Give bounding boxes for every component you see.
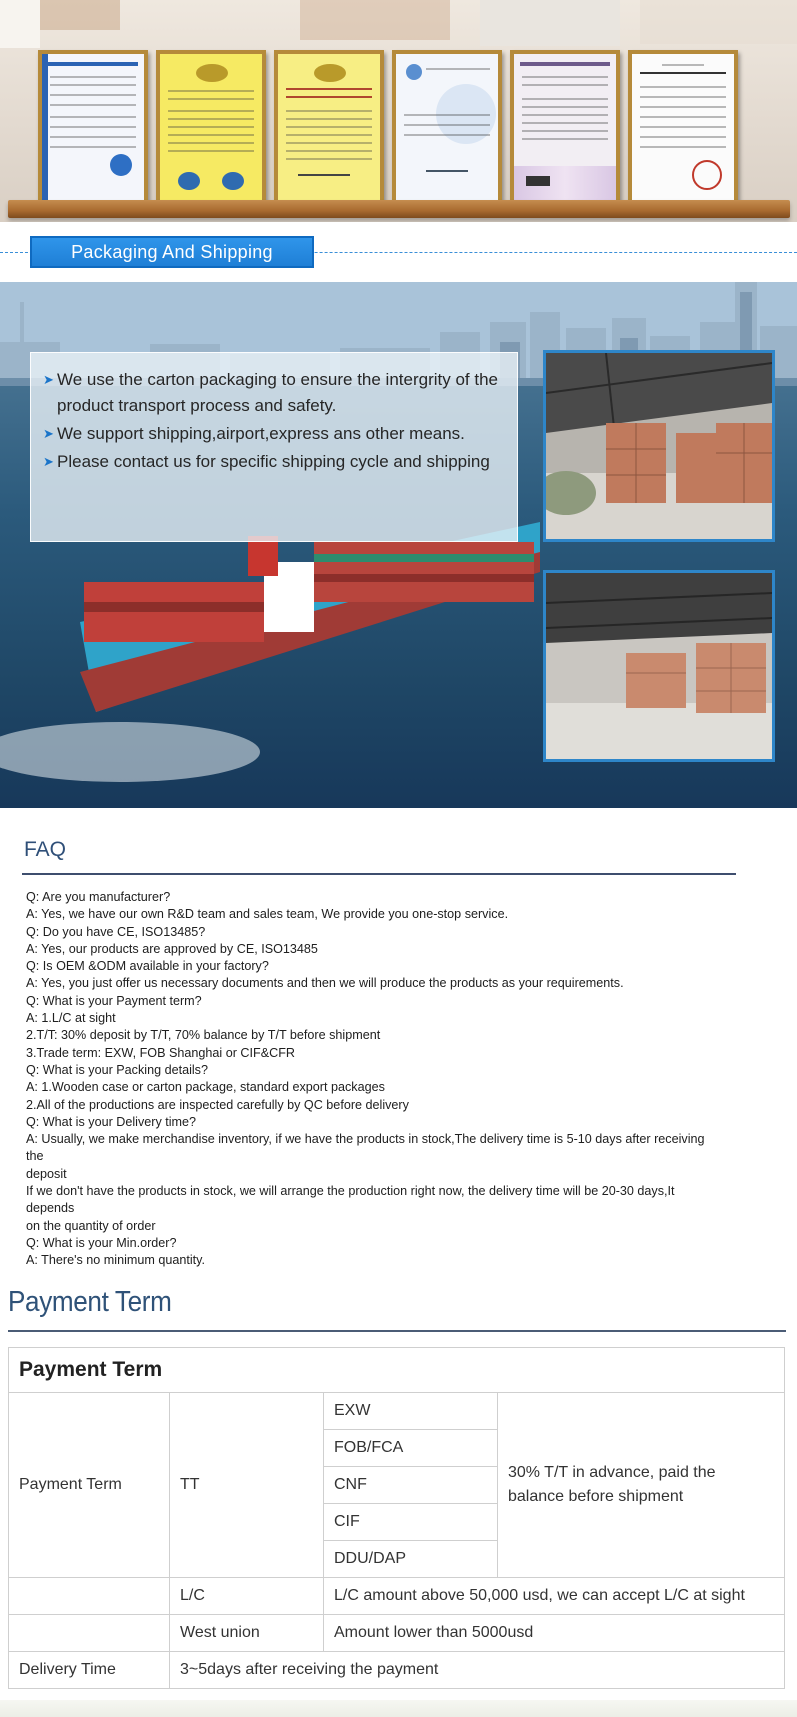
certificate-ce-image xyxy=(38,50,148,204)
trade-term-cell: DDU/DAP xyxy=(324,1541,498,1578)
warehouse-photo-1 xyxy=(543,350,775,542)
faq-line: A: Yes, we have our own R&D team and sales team, We provide you one-stop service. xyxy=(26,907,509,922)
payment-term-label: Payment Term xyxy=(9,1393,170,1578)
tt-note: 30% T/T in advance, paid the balance before shipment xyxy=(498,1393,785,1578)
certificate-register-image xyxy=(392,50,502,204)
faq-line: on the quantity of order xyxy=(26,1218,156,1233)
payment-table-title: Payment Term xyxy=(9,1348,785,1393)
trade-term-cell: CIF xyxy=(324,1504,498,1541)
west-union-label: West union xyxy=(170,1615,324,1652)
empty-cell xyxy=(9,1578,170,1615)
shipping-bullet-text: We use the carton packaging to ensure the intergrity of the product transport process and safety. xyxy=(57,370,499,415)
faq-line: Q: What is your Payment term? xyxy=(26,993,202,1008)
lc-label: L/C xyxy=(170,1578,324,1615)
trade-term-cell: FOB/FCA xyxy=(324,1430,498,1467)
faq-line: A: There's no minimum quantity. xyxy=(26,1253,206,1268)
certificate-chinese-image xyxy=(628,50,738,204)
shipping-bullet-text: Please contact us for specific shipping cycle and shipping xyxy=(57,452,490,471)
delivery-time-label: Delivery Time xyxy=(9,1652,170,1689)
section-tab-packaging: Packaging And Shipping xyxy=(30,236,314,268)
trade-term-cell: CNF xyxy=(324,1467,498,1504)
west-union-value: Amount lower than 5000usd xyxy=(324,1615,785,1652)
faq-line: 2.T/T: 30% deposit by T/T, 70% balance by T/T before shipment xyxy=(26,1028,381,1043)
arrow-right-icon: ➤ xyxy=(43,372,54,387)
payment-heading: Payment Term xyxy=(8,1286,172,1318)
trade-term-cell: EXW xyxy=(324,1393,498,1430)
faq-line: Q: What is your Delivery time? xyxy=(26,1114,197,1129)
footer-strip xyxy=(0,1700,797,1717)
payment-table xyxy=(8,1347,785,1689)
faq-list xyxy=(26,889,736,1270)
warehouse-photo-2 xyxy=(543,570,775,762)
certificates-banner xyxy=(0,0,797,222)
lc-value: L/C amount above 50,000 usd, we can accept L/C at sight xyxy=(324,1578,785,1615)
arrow-right-icon: ➤ xyxy=(43,454,54,469)
faq-line: depends xyxy=(26,1201,75,1216)
certificate-registration-image xyxy=(510,50,620,204)
faq-divider xyxy=(22,873,736,875)
faq-line: Q: What is your Packing details? xyxy=(26,1062,208,1077)
shipping-bullet xyxy=(43,449,503,475)
faq-line: A: Yes, you just offer us necessary documents and then we will produce the products as your requirements. xyxy=(26,976,624,991)
shipping-bullet xyxy=(43,367,503,419)
faq-line: If we don't have the products in stock, we will arrange the production right now, the delivery time will be 20-30 days,It xyxy=(26,1184,675,1199)
faq-line: A: Yes, our products are approved by CE, ISO13485 xyxy=(26,941,318,956)
shipping-bullet-text: We support shipping,airport,express ans other means. xyxy=(57,424,465,443)
faq-line: 2.All of the productions are inspected carefully by QC before delivery xyxy=(26,1097,409,1112)
certificate-quality-image xyxy=(156,50,266,204)
tt-label: TT xyxy=(170,1393,324,1578)
faq-line: Q: Do you have CE, ISO13485? xyxy=(26,924,206,939)
certificate-medical-image xyxy=(274,50,384,204)
faq-title: FAQ xyxy=(24,838,67,861)
faq-line: the xyxy=(26,1149,44,1164)
shipping-info-panel xyxy=(30,352,518,542)
faq-line: 3.Trade term: EXW, FOB Shanghai or CIF&CFR xyxy=(26,1045,295,1060)
empty-cell xyxy=(9,1615,170,1652)
faq-line: deposit xyxy=(26,1166,67,1181)
arrow-right-icon: ➤ xyxy=(43,426,54,441)
faq-line: Q: Is OEM &ODM available in your factory? xyxy=(26,959,269,974)
shipping-banner xyxy=(0,282,797,808)
faq-line: Q: Are you manufacturer? xyxy=(26,890,171,904)
faq-line: A: Usually, we make merchandise inventory, if we have the products in stock,The delivery time is 5-10 days after receiving xyxy=(26,1132,705,1147)
certificate-shelf xyxy=(8,200,790,218)
payment-divider xyxy=(8,1330,786,1332)
faq-line: A: 1.Wooden case or carton package, standard export packages xyxy=(26,1080,385,1095)
faq-line: Q: What is your Min.order? xyxy=(26,1235,177,1250)
shipping-bullet xyxy=(43,421,503,447)
faq-line: A: 1.L/C at sight xyxy=(26,1011,116,1026)
delivery-time-value: 3~5days after receiving the payment xyxy=(170,1652,785,1689)
